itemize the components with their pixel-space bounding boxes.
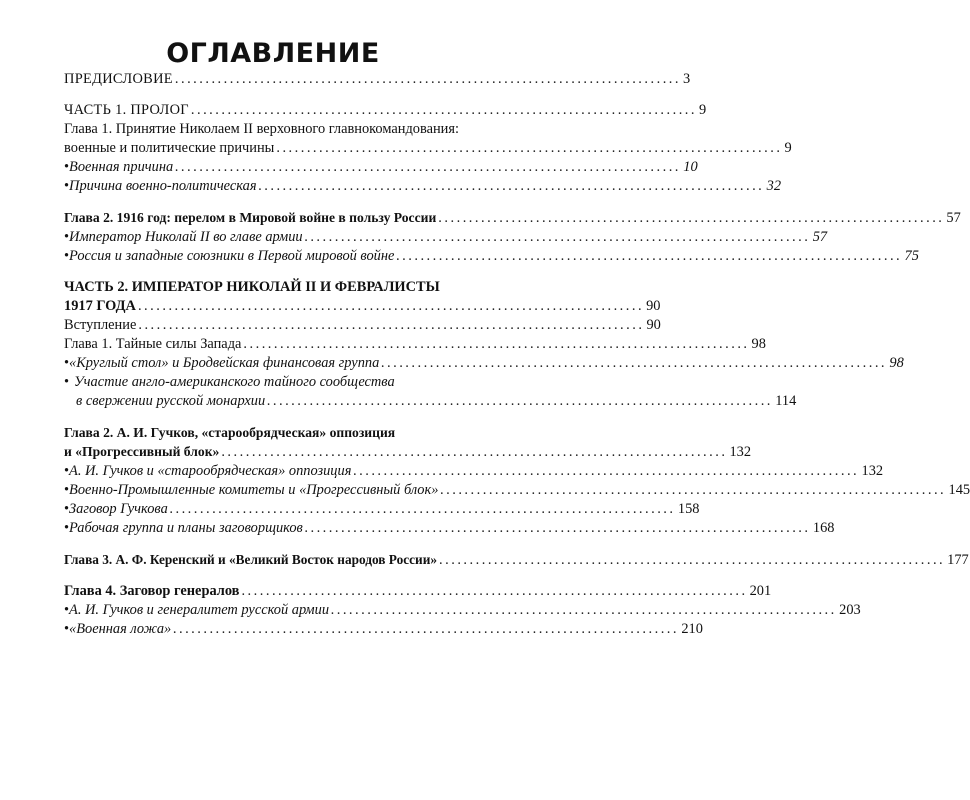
dot-leader: ................................................................................... (173, 621, 680, 637)
dot-leader: ................................................................................... (304, 229, 811, 245)
page-title: ОГЛАВЛЕНИЕ (166, 38, 380, 69)
dot-leader: ................................................................................... (138, 317, 645, 333)
dot-leader: ................................................................................... (190, 102, 697, 118)
dot-leader: ................................................................................... (276, 140, 783, 156)
toc-entry-chapter-2-part-2[interactable] (64, 423, 752, 462)
bullet-icon: • (64, 602, 70, 618)
toc-entry-text: Глава 4. Заговор генералов (64, 583, 240, 599)
toc-entry-page: 145 (948, 482, 970, 498)
toc-entry-chapter-3[interactable] (64, 550, 969, 570)
dot-leader: ................................................................................... (175, 159, 682, 175)
toc-entry-page: 132 (861, 463, 884, 479)
bullet-icon: • (64, 621, 70, 637)
dot-leader: ................................................................................... (241, 583, 748, 599)
toc-subentry[interactable] (64, 158, 698, 177)
toc-entry-text: Заговор Гучкова (69, 501, 168, 517)
toc-subentry[interactable] (64, 620, 703, 639)
toc-entry-intro[interactable] (64, 316, 661, 335)
dot-leader: ................................................................................... (331, 602, 838, 618)
toc-entry-page: 210 (681, 621, 703, 637)
toc-entry-chapter-1[interactable] (64, 120, 792, 158)
toc-entry-page: 9 (699, 102, 707, 118)
bullet-icon: • (64, 463, 70, 479)
toc-subentry[interactable] (64, 373, 797, 411)
toc-entry-text: Глава 1. Тайные силы Запада (64, 336, 242, 352)
dot-leader: ................................................................................... (304, 520, 811, 536)
toc-subentry[interactable] (64, 247, 919, 266)
bullet-icon: • (64, 248, 70, 264)
toc-entry-page: 90 (646, 298, 661, 314)
toc-entry-page: 98 (751, 336, 766, 352)
toc-entry-page: 75 (904, 248, 919, 264)
bullet-icon: • (64, 178, 70, 194)
toc-entry-text: Причина военно-политическая (69, 178, 257, 194)
toc-entry-text: Военно-Промышленные комитеты и «Прогрессивный блок» (69, 482, 439, 498)
bullet-icon: • (64, 482, 70, 498)
bullet-icon: • (64, 501, 70, 517)
dot-leader: ................................................................................... (438, 210, 945, 226)
dot-leader: ................................................................................... (381, 355, 888, 371)
dot-leader: ................................................................................... (169, 501, 676, 517)
toc-entry-text-cont: и «Прогрессивный блок» (64, 444, 220, 459)
dot-leader: ................................................................................... (243, 336, 750, 352)
toc-entry-text: Император Николай II во главе армии (69, 229, 303, 245)
dot-leader: ................................................................................... (267, 393, 774, 409)
toc-entry-page: 10 (683, 159, 698, 175)
bullet-icon: • (64, 355, 70, 371)
toc-entry-page: 132 (729, 444, 752, 460)
toc-entry-text: Глава 2. А. И. Гучков, «старообрядческая» оппозиция (64, 425, 396, 440)
toc-entry-text: ЧАСТЬ 2. ИМПЕРАТОР НИКОЛАЙ II И ФЕВРАЛИСТЫ (64, 279, 440, 295)
toc-entry-page: 177 (947, 552, 969, 568)
bullet-icon: • (64, 159, 70, 175)
toc-entry-part-1[interactable] (64, 101, 707, 120)
dot-leader: ................................................................................... (221, 444, 728, 460)
toc-subentry[interactable] (64, 519, 835, 538)
toc-entry-text: А. И. Гучков и «старообрядческая» оппозиция (69, 463, 352, 479)
toc-entry-chapter-1-part-2[interactable] (64, 335, 766, 354)
bullet-icon: • (64, 229, 70, 245)
dot-leader: ................................................................................... (258, 178, 765, 194)
toc-entry-preface[interactable] (64, 70, 691, 89)
toc-entry-page: 158 (677, 501, 700, 517)
toc-entry-page: 32 (766, 178, 782, 194)
dot-leader: ................................................................................... (137, 298, 645, 314)
toc-subentry[interactable] (64, 354, 904, 373)
toc-entry-page: 114 (775, 393, 797, 409)
toc-entry-page: 57 (946, 210, 961, 226)
toc-entry-chapter-2[interactable] (64, 208, 961, 228)
dot-leader: ................................................................................... (440, 482, 947, 498)
toc-entry-text-cont: в свержении русской монархии (76, 393, 266, 409)
toc-entry-text: Рабочая группа и планы заговорщиков (69, 520, 303, 536)
toc-entry-text: Россия и западные союзники в Первой мировой войне (69, 248, 395, 264)
toc-entry-page: 9 (784, 140, 792, 156)
toc-entry-text: Вступление (64, 317, 137, 333)
toc-entry-page: 3 (682, 71, 691, 87)
toc-entry-text: ЧАСТЬ 1. ПРОЛОГ (64, 102, 189, 118)
toc-entry-text: «Военная ложа» (69, 621, 172, 637)
toc-entry-page: 203 (839, 602, 861, 618)
toc-entry-text: Военная причина (69, 159, 174, 175)
toc-entry-page: 168 (812, 520, 835, 536)
toc-entry-text: Участие англо-американского тайного сообщества (74, 374, 395, 390)
bullet-icon: • (64, 374, 70, 390)
dot-leader: ................................................................................... (396, 248, 903, 264)
toc-entry-text: Глава 2. 1916 год: перелом в Мировой войне в пользу России (64, 210, 437, 225)
toc-entry-text: ПРЕДИСЛОВИЕ (64, 71, 173, 87)
toc-entry-text: Глава 1. Принятие Николаем II верховного главнокомандования: (64, 121, 459, 137)
dot-leader: ................................................................................... (353, 463, 860, 479)
toc-entry-page: 201 (749, 583, 772, 599)
toc-entry-text: «Круглый стол» и Бродвейская финансовая группа (69, 355, 380, 371)
dot-leader: ................................................................................... (439, 552, 946, 568)
toc-entry-page: 98 (889, 355, 904, 371)
toc-entry-page: 90 (646, 317, 661, 333)
bullet-icon: • (64, 520, 70, 536)
toc-subentry[interactable] (64, 500, 700, 519)
toc-entry-chapter-4[interactable] (64, 582, 772, 601)
toc-subentry[interactable] (64, 177, 782, 196)
toc-subentry[interactable] (64, 462, 884, 481)
toc-subentry[interactable] (64, 601, 861, 620)
toc-entry-part-2[interactable] (64, 278, 661, 316)
toc-entry-page: 57 (812, 229, 828, 245)
toc-subentry[interactable] (64, 481, 970, 500)
toc-entry-text-cont: 1917 ГОДА (64, 298, 136, 314)
table-of-contents (64, 70, 970, 639)
toc-subentry[interactable] (64, 228, 828, 247)
dot-leader: ................................................................................... (174, 71, 681, 87)
toc-entry-text: Глава 3. А. Ф. Керенский и «Великий Восток народов России» (64, 552, 438, 567)
toc-entry-text: А. И. Гучков и генералитет русской армии (69, 602, 330, 618)
toc-entry-text-cont: военные и политические причины (64, 140, 275, 156)
